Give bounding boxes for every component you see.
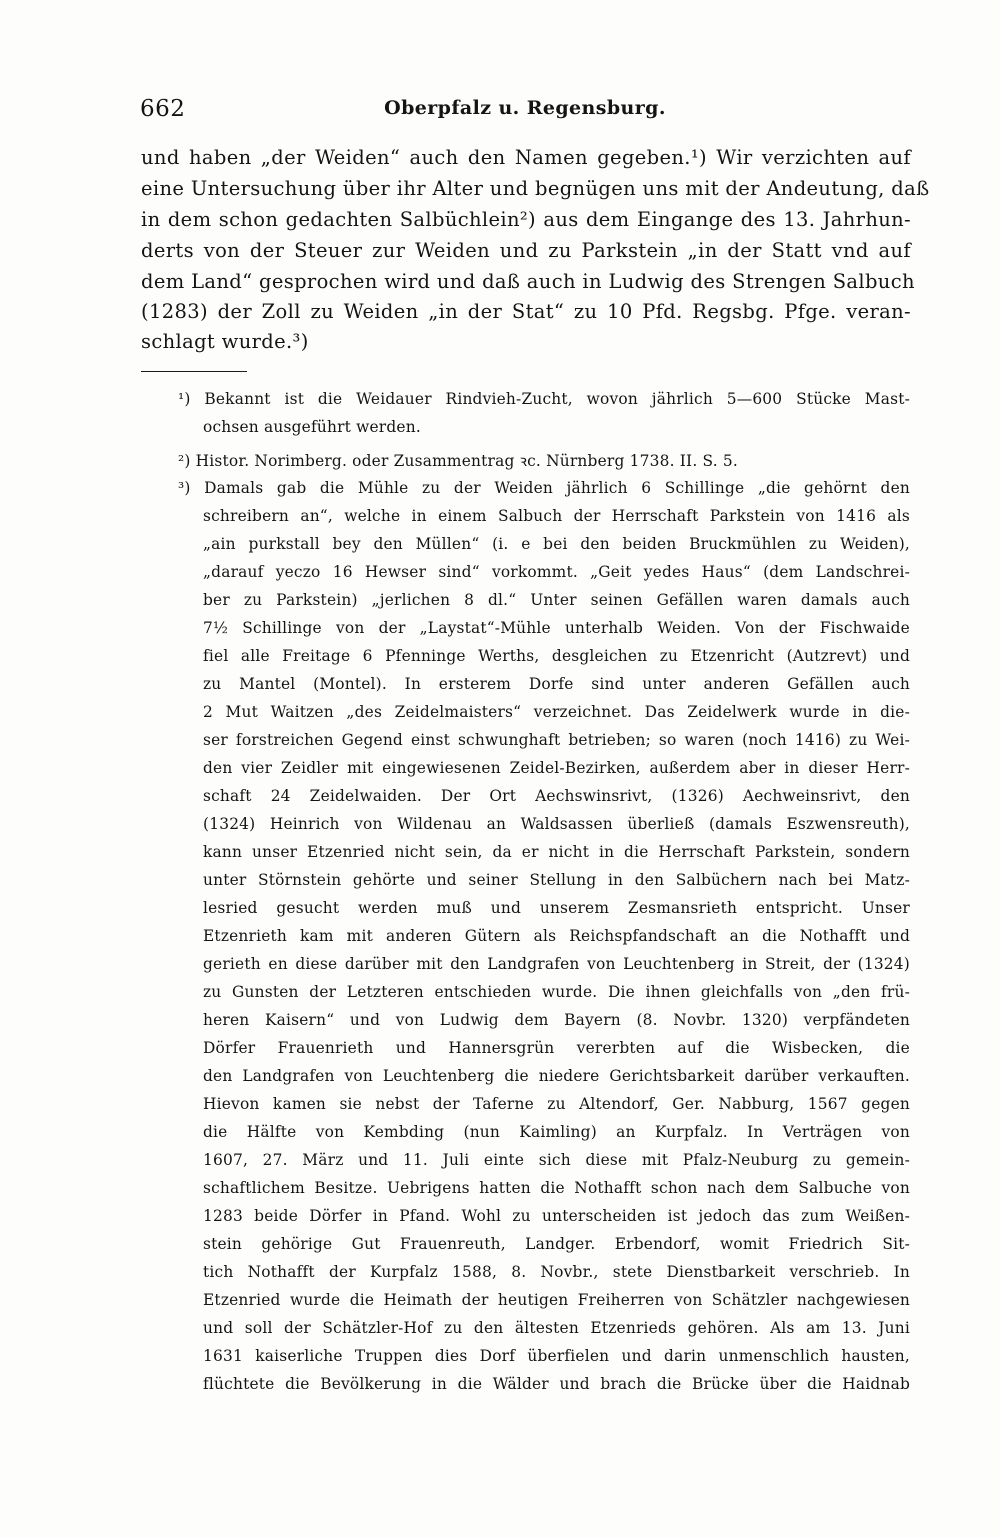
body-line: und haben „der Weiden“ auch den Namen gegeben.¹) Wir verzichten auf — [141, 146, 911, 169]
footnote-line: zu Mantel (Montel). In ersterem Dorfe sind unter anderen Gefällen auch — [203, 675, 910, 693]
footnote-line: den vier Zeidler mit eingewiesenen Zeidel-Bezirken, außerdem aber in dieser Herr- — [203, 759, 910, 777]
footnote-line: ²) Histor. Norimberg. oder Zusammentrag ꝛc. Nürnberg 1738. II. S. 5. — [178, 452, 738, 470]
footnote-line: kann unser Etzenried nicht sein, da er nicht in die Herrschaft Parkstein, sondern — [203, 843, 910, 861]
footnote-line: ochsen ausgeführt werden. — [203, 418, 421, 436]
footnote-line: ber zu Parkstein) „jerlichen 8 dl.“ Unter seinen Gefällen waren damals auch — [203, 591, 910, 609]
footnote-line: „ain purkstall bey den Müllen“ (i. e bei den beiden Bruckmühlen zu Weiden), — [203, 535, 910, 553]
footnote-line: 1631 kaiserliche Truppen dies Dorf überfielen und darin unmenschlich hausten, — [203, 1347, 910, 1365]
body-line: in dem schon gedachten Salbüchlein²) aus dem Eingange des 13. Jahrhun- — [141, 208, 911, 231]
footnote-line: den Landgrafen von Leuchtenberg die niedere Gerichtsbarkeit darüber verkauften. — [203, 1067, 910, 1085]
page-header — [140, 96, 910, 128]
page-number: 662 — [140, 96, 186, 122]
footnote-line: „darauf yeczo 16 Hewser sind“ vorkommt. „Geit yedes Haus“ (dem Landschrei- — [203, 563, 910, 581]
footnote-line: schreibern an“, welche in einem Salbuch der Herrschaft Parkstein von 1416 als — [203, 507, 910, 525]
footnote-line: 2 Mut Waitzen „des Zeidelmaisters“ verzeichnet. Das Zeidelwerk wurde in die- — [203, 703, 910, 721]
footnote-line: fiel alle Freitage 6 Pfenninge Werths, desgleichen zu Etzenricht (Autzrevt) und — [203, 647, 910, 665]
running-head: Oberpfalz u. Regensburg. — [384, 97, 666, 119]
footnote-line: 7½ Schillinge von der „Laystat“-Mühle unterhalb Weiden. Von der Fischwaide — [203, 619, 910, 637]
footnote-line: tich Nothafft der Kurpfalz 1588, 8. Novbr., stete Dienstbarkeit verschrieb. In — [203, 1263, 910, 1281]
footnote-line: 1283 beide Dörfer in Pfand. Wohl zu unterscheiden ist jedoch das zum Weißen- — [203, 1207, 910, 1225]
footnote-line: lesried gesucht werden muß und unserem Zesmansrieth entspricht. Unser — [203, 899, 910, 917]
body-line: eine Untersuchung über ihr Alter und begnügen uns mit der Andeutung, daß — [141, 177, 930, 200]
footnote-line: ¹) Bekannt ist die Weidauer Rindvieh-Zucht, wovon jährlich 5—600 Stücke Mast- — [178, 390, 910, 408]
footnote-line: gerieth en diese darüber mit den Landgrafen von Leuchtenberg in Streit, der (1324) — [203, 955, 910, 973]
footnote-separator — [141, 371, 247, 372]
footnote-line: 1607, 27. März und 11. Juli einte sich diese mit Pfalz-Neuburg zu gemein- — [203, 1151, 910, 1169]
body-line: schlagt wurde.³) — [141, 330, 309, 353]
footnote-line: stein gehörige Gut Frauenreuth, Landger. Erbendorf, womit Friedrich Sit- — [203, 1235, 910, 1253]
body-line: derts von der Steuer zur Weiden und zu Parkstein „in der Statt vnd auf — [141, 239, 911, 262]
footnote-line: schaft 24 Zeidelwaiden. Der Ort Aechswinsrivt, (1326) Aechweinsrivt, den — [203, 787, 910, 805]
footnote-line: schaftlichem Besitze. Uebrigens hatten die Nothafft schon nach dem Salbuche von — [203, 1179, 910, 1197]
body-line: (1283) der Zoll zu Weiden „in der Stat“ zu 10 Pfd. Regsbg. Pfge. veran- — [141, 300, 911, 323]
footnote-line: unter Störnstein gehörte und seiner Stellung in den Salbüchern nach bei Matz- — [203, 871, 910, 889]
footnote-line: die Hälfte von Kembding (nun Kaimling) an Kurpfalz. In Verträgen von — [203, 1123, 910, 1141]
footnote-line: (1324) Heinrich von Wildenau an Waldsassen überließ (damals Eszwensreuth), — [203, 815, 910, 833]
footnote-line: Etzenried wurde die Heimath der heutigen Freiherren von Schätzler nachgewiesen — [203, 1291, 910, 1309]
footnote-line: und soll der Schätzler-Hof zu den ältesten Etzenrieds gehören. Als am 13. Juni — [203, 1319, 910, 1337]
footnote-line: zu Gunsten der Letzteren entschieden wurde. Die ihnen gleichfalls von „den frü- — [203, 983, 910, 1001]
footnote-line: ³) Damals gab die Mühle zu der Weiden jährlich 6 Schillinge „die gehörnt den — [178, 479, 910, 497]
footnote-line: flüchtete die Bevölkerung in die Wälder und brach die Brücke über die Haidnab — [203, 1375, 910, 1393]
footnote-line: Etzenrieth kam mit anderen Gütern als Reichspfandschaft an die Nothafft und — [203, 927, 910, 945]
footnote-line: Hievon kamen sie nebst der Taferne zu Altendorf, Ger. Nabburg, 1567 gegen — [203, 1095, 910, 1113]
body-line: dem Land“ gesprochen wird und daß auch in Ludwig des Strengen Salbuch — [141, 270, 915, 293]
footnote-line: heren Kaisern“ und von Ludwig dem Bayern (8. Novbr. 1320) verpfändeten — [203, 1011, 910, 1029]
footnote-line: Dörfer Frauenrieth und Hannersgrün vererbten auf die Wisbecken, die — [203, 1039, 910, 1057]
footnote-line: ser forstreichen Gegend einst schwunghaft betrieben; so waren (noch 1416) zu Wei- — [203, 731, 910, 749]
